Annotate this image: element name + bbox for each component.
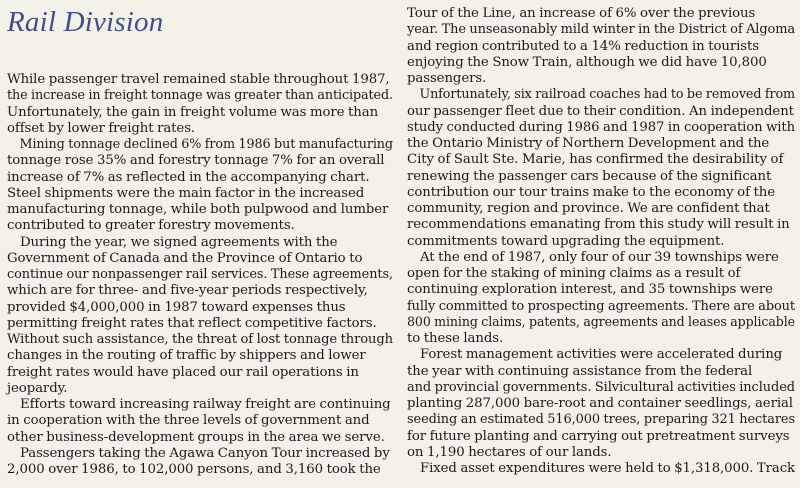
- text-line: 2,000 over 1986, to 102,000 persons, and 3,160 took the: [7, 462, 381, 477]
- text-line: 800 mining claims, patents, agreements and leases applicable: [407, 314, 795, 330]
- text-line: changes in the routing of traffic by shippers and lower: [7, 348, 366, 364]
- text-line: During the year, we signed agreements with the: [20, 234, 338, 250]
- text-line: jeopardy.: [7, 380, 68, 396]
- text-line: Unfortunately, six railroad coaches had to be removed from: [419, 87, 795, 103]
- text-line: in cooperation with the three levels of government and: [7, 413, 370, 429]
- text-line: permitting freight rates that reflect competitive factors.: [7, 315, 377, 331]
- text-line: continuing exploration interest, and 35 townships were: [407, 282, 773, 298]
- text-line: and provincial governments. Silvicultural activities included: [407, 379, 795, 395]
- text-line: seeding an estimated 516,000 trees, preparing 321 hectares: [407, 412, 795, 428]
- text-line: on 1,190 hectares of our lands.: [407, 444, 612, 460]
- text-line: commitments toward upgrading the equipment.: [407, 233, 725, 249]
- text-line: community, region and province. We are confident that: [407, 201, 770, 216]
- text-line: tonnage rose 35% and forestry tonnage 7% for an overall: [7, 153, 385, 169]
- text-line: increase of 7% as reflected in the accompanying chart.: [7, 169, 370, 185]
- text-line: open for the staking of mining claims as a result of: [407, 266, 741, 281]
- right-text-column: [407, 6, 795, 477]
- text-line: the Ontario Ministry of Northern Development and the: [407, 136, 770, 151]
- text-line: passengers.: [407, 71, 487, 86]
- text-line: Unfortunately, the gain in freight volume was more than: [7, 104, 379, 120]
- text-line: planting 287,000 bare-root and container seedlings, aerial: [407, 396, 793, 411]
- text-line: provided $4,000,000 in 1987 toward expenses thus: [7, 299, 346, 315]
- text-line: continue our nonpassenger rail services. These agreements,: [7, 267, 393, 282]
- text-line: other business-development groups in the area we serve.: [7, 429, 385, 445]
- text-line: renewing the passenger cars because of the significant: [407, 168, 772, 184]
- text-line: Forest management activities were accelerated during: [420, 347, 783, 363]
- text-line: the year with continuing assistance from the federal: [407, 363, 753, 379]
- text-line: offset by lower freight rates.: [7, 120, 196, 136]
- text-line: City of Sault Ste. Marie, has confirmed the desirability of: [407, 152, 784, 168]
- text-line: contribution our tour trains make to the economy of the: [407, 184, 776, 200]
- text-line: to these lands.: [407, 331, 504, 346]
- text-line: enjoying the Snow Train, although we did have 10,800: [407, 54, 767, 70]
- text-line: contributed to greater forestry movements.: [7, 218, 295, 234]
- text-line: Government of Canada and the Province of Ontario to: [7, 250, 363, 266]
- text-line: recommendations emanating from this study will result in: [407, 217, 790, 233]
- text-line: fully committed to prospecting agreements. There are about: [407, 298, 795, 314]
- text-line: Without such assistance, the threat of lost tonnage through: [7, 332, 393, 347]
- text-line: Mining tonnage declined 6% from 1986 but manufacturing: [19, 137, 393, 152]
- text-line: freight rates would have placed our rail operations in: [7, 364, 359, 380]
- text-line: our passenger fleet due to their condition. An independent: [407, 103, 794, 119]
- text-line: While passenger travel remained stable throughout 1987,: [7, 72, 390, 87]
- text-line: manufacturing tonnage, while both pulpwood and lumber: [7, 202, 389, 217]
- left-text-column: [7, 72, 393, 478]
- page-title: Rail Division: [7, 6, 164, 38]
- text-line: Steel shipments were the main factor in the increased: [7, 185, 365, 201]
- text-line: year. The unseasonably mild winter in the District of Algoma: [407, 22, 795, 38]
- text-line: Fixed asset expenditures were held to $1,318,000. Track: [419, 461, 795, 476]
- text-line: Efforts toward increasing railway freight are continuing: [20, 397, 391, 412]
- text-line: for future planting and carrying out pretreatment surveys: [407, 428, 790, 444]
- text-line: which are for three- and five-year periods respectively,: [7, 283, 368, 299]
- text-line: and region contributed to a 14% reduction in tourists: [407, 38, 759, 54]
- text-line: Tour of the Line, an increase of 6% over the previous: [407, 6, 756, 21]
- text-line: the increase in freight tonnage was greater than anticipated.: [7, 88, 393, 104]
- text-line: Passengers taking the Agawa Canyon Tour increased by: [20, 445, 390, 461]
- text-line: At the end of 1987, only four of our 39 townships were: [420, 249, 779, 265]
- text-line: study conducted during 1986 and 1987 in cooperation with: [407, 119, 795, 135]
